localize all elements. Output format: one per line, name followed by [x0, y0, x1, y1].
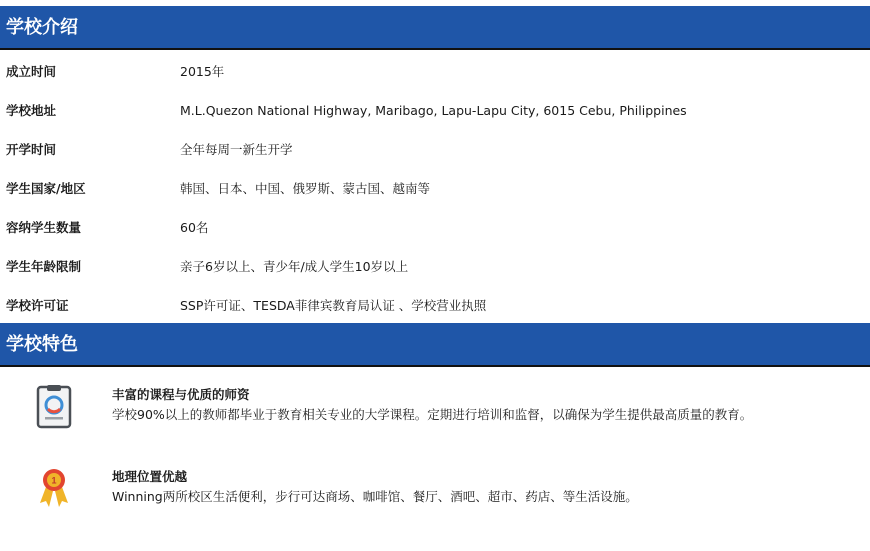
info-value: 60名 — [180, 220, 209, 235]
medal-icon — [34, 467, 74, 511]
info-row-age-limit — [0, 247, 870, 286]
info-row-countries — [0, 169, 870, 208]
info-row-founded — [0, 52, 870, 91]
info-label: 学校地址 — [6, 103, 57, 118]
feature-item-location — [0, 467, 870, 527]
info-value: 2015年 — [180, 64, 225, 79]
clipboard-icon — [34, 385, 74, 429]
info-row-capacity — [0, 208, 870, 247]
info-label: 开学时间 — [6, 142, 57, 157]
section-title: 学校介绍 — [6, 17, 78, 38]
feature-item-curriculum — [0, 385, 870, 445]
info-row-start-time — [0, 130, 870, 169]
info-label: 成立时间 — [6, 64, 57, 79]
section-header-school-intro — [0, 6, 870, 50]
feature-description: 学校90%以上的教师都毕业于教育相关专业的大学课程。定期进行培训和监督，以确保为学生提供最高质量的教育。 — [112, 407, 753, 422]
section-header-school-features — [0, 323, 870, 367]
info-label: 容纳学生数量 — [6, 220, 82, 235]
info-value: 全年每周一新生开学 — [180, 142, 293, 157]
info-value: SSP许可证、TESDA菲律宾教育局认证 、学校营业执照 — [180, 298, 487, 313]
info-label: 学校许可证 — [6, 298, 69, 313]
section-title: 学校特色 — [6, 334, 78, 355]
info-row-license — [0, 286, 870, 325]
info-row-address — [0, 91, 870, 130]
feature-title: 地理位置优越 — [112, 469, 188, 484]
info-value: 韩国、日本、中国、俄罗斯、蒙古国、越南等 — [180, 181, 431, 196]
info-label: 学生年龄限制 — [6, 259, 82, 274]
feature-description: Winning两所校区生活便利，步行可达商场、咖啡馆、餐厅、酒吧、超市、药店、等生活设施。 — [112, 489, 638, 504]
feature-title: 丰富的课程与优质的师资 — [112, 387, 250, 402]
svg-text:1: 1 — [51, 475, 57, 486]
info-label: 学生国家/地区 — [6, 181, 86, 196]
info-value: M.L.Quezon National Highway, Maribago, Lapu-Lapu City, 6015 Cebu, Philippines — [180, 103, 687, 118]
info-value: 亲子6岁以上、青少年/成人学生10岁以上 — [180, 259, 409, 274]
